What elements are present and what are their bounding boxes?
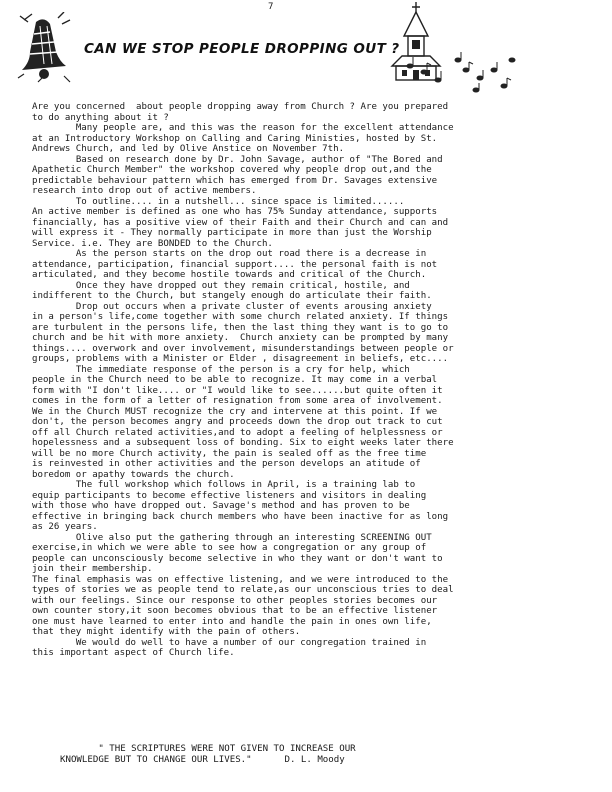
closing-quote [60, 744, 590, 766]
bell-icon [14, 12, 72, 84]
article-body [32, 102, 588, 659]
paragraph: Are you concerned about people dropping away from Church ? Are you prepared to do anything about it ? [32, 102, 449, 123]
quote-line: " THE SCRIPTURES WERE NOT GIVEN TO INCREASE OUR [60, 744, 356, 754]
paragraph: Drop out occurs when a private cluster of events arousing anxiety in a person's life,come together with some church related anxiety. If things are turbulent in the persons life, then the last thing they want is to go to church and be hit with more anxiety. Church anxiety can be prompted by many things.... overwork and over involvement, misunderstandings between people or groups, problems with a Minister or Elder , disagreement in beliefs, etc.... [32, 301, 454, 364]
paragraph: We would do well to have a number of our congregation trained in this important aspect of Church life. [32, 637, 427, 658]
paragraph: Many people are, and this was the reason for the excellent attendance at an Introductory Workshop on Calling and Caring Ministies, hosted by St. Andrews Church, and led by Olive Anstice on November 7th. [32, 123, 454, 154]
page-number: 7 [268, 2, 274, 12]
quote-line: KNOWLEDGE BUT TO CHANGE OUR LIVES." D. L. Moody [60, 754, 345, 765]
article-title: CAN WE STOP PEOPLE DROPPING OUT ? [84, 41, 400, 57]
paragraph: The immediate response of the person is a cry for help, which people in the Church need to be able to recognize. It may come in a verbal form with "I don't like.... or "I would like to see......but quite often it comes in the form of a letter of resignation from some area of involvement. We in the Church MUST recognize the cry and intervene at this point. If we don't, the person becomes angry and proceeds down the drop out track to cut off all Church related activities,and to adopt a feeling of helplessness or hopelessness and a subsequent loss of bonding. Six to eight weeks later there will be no more Church activity, the pain is sealed off as the free time is reinvested in other activities and the person develops an atitude of boredom or apathy towards the church. [32, 364, 454, 480]
music-notes-icon [404, 50, 516, 96]
paragraph: Once they have dropped out they remain critical, hostile, and indifferent to the Church, but stangely enough do articulate their faith. [32, 280, 432, 301]
paragraph: As the person starts on the drop out road there is a decrease in attendance, participation, financial support.... the personal faith is not articulated, and they become hostile towards and critical of the Church. [32, 249, 438, 280]
paragraph: Olive also put the gathering through an interesting SCREENING OUT exercise,in which we were able to see how a congregation or any group of people can unconsciously become selective in who they want or don't want to join their membership. The final emphasis was on effective listening, and we were introduced to the types of stories we as people tend to relate,as our unconscious tries to deal with our feelings. Since our response to other peoples stories becomes our own counter story,it soon becomes obvious that to be an effective listener one must have learned to enter into and handle the pain in ones own life, that they might identify with the pain of others. [32, 532, 454, 637]
paragraph: To outline.... in a nutshell... since space is limited...... An active member is defined as one who has 75% Sunday attendance, supports financially, has a positive view of their Faith and their Church and can and will express it - They normally participate in more than just the Worship Service. i.e. They are BONDED to the Church. [32, 196, 449, 249]
paragraph: The full workshop which follows in April, is a training lab to equip participants to become effective listeners and visitors in dealing with those who have dropped out. Savage's method and has proven to be effective in bringing back church members who have been inactive for as long as 26 years. [32, 480, 449, 532]
paragraph: Based on research done by Dr. John Savage, author of "The Bored and Apathetic Church Member" the workshop covered why people drop out,and the predictable behaviour pattern which has emerged from Dr. Savages extensive research into drop out of active members. [32, 154, 443, 196]
